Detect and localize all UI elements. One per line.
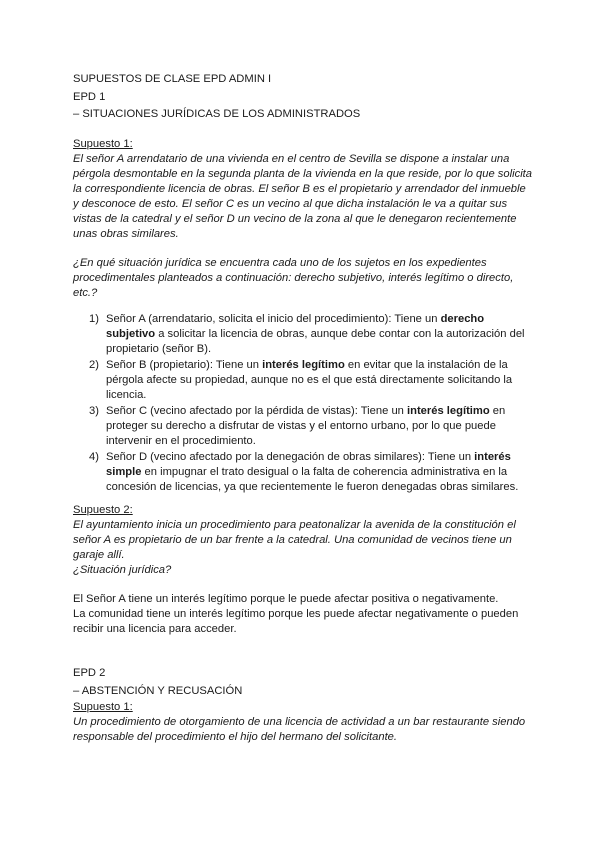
answer-item xyxy=(73,312,533,357)
answer-line xyxy=(106,388,533,403)
answer-text: propietario (señor B). xyxy=(106,343,212,355)
supuesto1-text-line: El señor A arrendatario de una vivienda en el centro de Sevilla se dispone a instalar una xyxy=(73,153,510,165)
answer-key-term: interés xyxy=(474,451,511,463)
supuesto1-text-line: unas obras similares. xyxy=(73,228,179,240)
answers-list xyxy=(73,312,533,495)
answer-line xyxy=(106,434,533,449)
answer-text: Señor C (vecino afectado por la pérdida de vistas): Tiene un xyxy=(106,405,407,417)
answer-key-term: derecho xyxy=(440,313,485,325)
answer-text: pérgola afecte su propiedad, aunque no es el que está directamente solicitando la xyxy=(106,374,513,386)
answer-line xyxy=(106,342,533,357)
answer-number: 2) xyxy=(89,359,99,371)
supuesto2-answer-line: La comunidad tiene un interés legítimo porque les puede afectar negativamente o pueden xyxy=(73,608,519,620)
answer-text: en evitar que la instalación de la xyxy=(344,359,508,371)
answer-line xyxy=(106,327,533,342)
supuesto2-question: ¿Situación jurídica? xyxy=(73,564,172,576)
section2-title: – ABSTENCIÓN Y RECUSACIÓN xyxy=(73,685,243,697)
section1-title: – SITUACIONES JURÍDICAS DE LOS ADMINISTRADOS xyxy=(73,108,361,120)
supuesto1-text-line: pérgola desmontable en la segunda planta de la vivienda en la que reside, por lo que solicita xyxy=(73,168,533,180)
answer-line xyxy=(106,312,533,327)
answer-text: a solicitar la licencia de obras, aunque debe contar con la autorización del xyxy=(155,328,525,340)
supuesto1-question-line: ¿En qué situación jurídica se encuentra cada uno de los sujetos en los expedientes xyxy=(73,257,487,269)
answer-line xyxy=(106,480,533,495)
epd1-label: EPD 1 xyxy=(73,91,106,103)
supuesto2-heading: Supuesto 2: xyxy=(73,504,133,516)
document-title: SUPUESTOS DE CLASE EPD ADMIN I xyxy=(73,73,272,85)
answer-line xyxy=(106,358,533,373)
answer-line xyxy=(106,373,533,388)
answer-item xyxy=(73,358,533,403)
epd2-supuesto1-heading: Supuesto 1: xyxy=(73,701,133,713)
answer-text: Señor A (arrendatario, solicita el inicio del procedimiento): Tiene un xyxy=(106,313,441,325)
supuesto1-text-line: la correspondiente licencia de obras. El señor B es el propietario y arrendador del inmueble xyxy=(73,183,526,195)
answer-text: proteger su derecho a disfrutar de vistas y el entorno urbano, por lo que puede xyxy=(106,420,496,432)
supuesto1-text-line: vistas de la catedral y el señor D un vecino de la zona al que le denegaron recientemente xyxy=(73,213,517,225)
supuesto2-text-line: El ayuntamiento inicia un procedimiento para peatonalizar la avenida de la constitución el xyxy=(73,519,516,531)
supuesto2-text-line: garaje allí. xyxy=(73,549,125,561)
answer-text: en xyxy=(489,405,506,417)
epd2-text-line: Un procedimiento de otorgamiento de una licencia de actividad a un bar restaurante siendo xyxy=(73,716,526,728)
answer-number: 3) xyxy=(89,405,99,417)
answer-number: 1) xyxy=(89,313,99,325)
answer-line xyxy=(106,465,533,480)
answer-line xyxy=(106,404,533,419)
epd2-label: EPD 2 xyxy=(73,667,106,679)
supuesto1-heading: Supuesto 1: xyxy=(73,138,133,150)
answer-item xyxy=(73,450,533,495)
epd2-text-line: responsable del procedimiento el hijo del hermano del solicitante. xyxy=(73,731,398,743)
answer-item xyxy=(73,404,533,449)
answer-line xyxy=(106,419,533,434)
answer-line xyxy=(106,450,533,465)
answer-text: concesión de licencias, ya que recientemente le fueron denegadas obras similares. xyxy=(106,481,519,493)
answer-text: Señor D (vecino afectado por la denegación de obras similares): Tiene un xyxy=(106,451,475,463)
answer-text: en impugnar el trato desigual o la falta de coherencia administrativa en la xyxy=(141,466,508,478)
answer-number: 4) xyxy=(89,451,99,463)
answer-text: licencia. xyxy=(106,389,147,401)
answer-key-term: interés legítimo xyxy=(407,405,490,417)
supuesto1-text-line: y desconoce de esto. El señor C es un vecino al que dicha instalación le va a quitar sus xyxy=(73,198,508,210)
answer-text: Señor B (propietario): Tiene un xyxy=(106,359,263,371)
supuesto2-text-line: señor A es propietario de un bar frente a la catedral. Una comunidad de vecinos tiene un xyxy=(73,534,512,546)
answer-text: intervenir en el procedimiento. xyxy=(106,435,256,447)
supuesto1-question-line: procedimentales planteados a continuación: derecho subjetivo, interés legítimo o directo, xyxy=(73,272,514,284)
answer-key-term: simple xyxy=(106,466,142,478)
answer-key-term: subjetivo xyxy=(106,328,156,340)
supuesto2-answer-line: recibir una licencia para acceder. xyxy=(73,623,237,635)
supuesto1-question-line: etc.? xyxy=(73,287,98,299)
supuesto2-answer-line: El Señor A tiene un interés legítimo porque le puede afectar positiva o negativamente. xyxy=(73,593,499,605)
answer-key-term: interés legítimo xyxy=(262,359,345,371)
